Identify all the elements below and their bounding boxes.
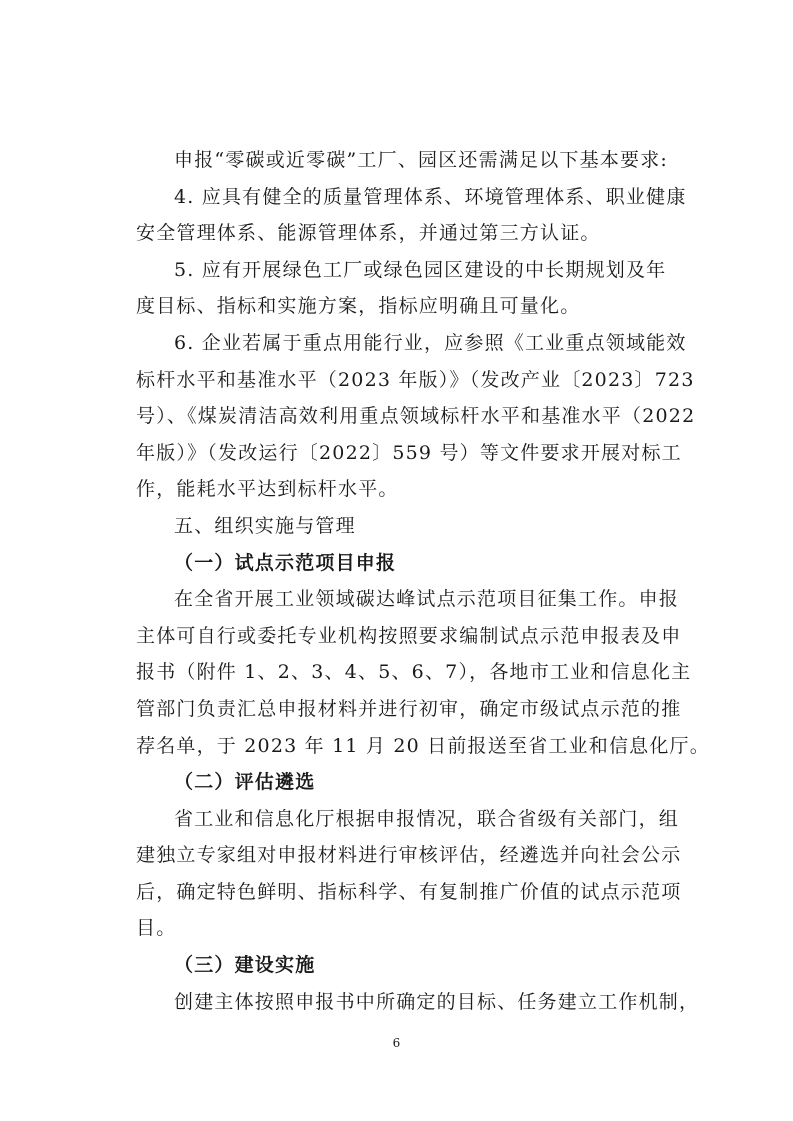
paragraph-line: 主体可自行或委托专业机构按照要求编制试点示范申报表及申 (136, 624, 682, 647)
paragraph-line: 管部门负责汇总申报材料并进行初审，确定市级试点示范的推 (136, 697, 682, 720)
paragraph-line: 省工业和信息化厅根据申报情况，联合省级有关部门，组 (174, 807, 680, 830)
paragraph-line: 6. 企业若属于重点用能行业，应参照《工业重点领域能效 (174, 331, 687, 354)
paragraph-line: 荐名单，于 2023 年 11 月 20 日前报送至省工业和信息化厅。 (136, 734, 710, 757)
paragraph-line: 号）、《煤炭清洁高效利用重点领域标杆水平和基准水平（2022 (136, 405, 696, 428)
paragraph-line: 目。 (136, 917, 177, 940)
paragraph-line: 申报“零碳或近零碳”工厂、园区还需满足以下基本要求: (174, 149, 669, 171)
paragraph-line: 建独立专家组对申报材料进行审核评估，经遴选并向社会公示 (136, 844, 682, 867)
paragraph-line: 度目标、指标和实施方案，指标应明确且可量化。 (136, 295, 581, 318)
paragraph-line: 作，能耗水平达到标杆水平。 (136, 478, 399, 501)
paragraph-line: 后，确定特色鲜明、指标科学、有复制推广价值的试点示范项 (136, 880, 682, 903)
paragraph-line: 报书（附件 1、2、3、4、5、6、7），各地市工业和信息化主 (136, 661, 692, 684)
document-body (136, 142, 710, 1020)
section-heading: 五、组织实施与管理 (174, 514, 356, 537)
subsection-heading: （一）试点示范项目申报 (174, 551, 397, 574)
paragraph-line: 标杆水平和基准水平（2023 年版）》（发改产业〔2023〕723 (136, 368, 695, 391)
paragraph-line: 4. 应具有健全的质量管理体系、环境管理体系、职业健康 (174, 185, 687, 208)
page-number: 6 (392, 1036, 401, 1050)
subsection-heading: （三）建设实施 (174, 954, 316, 977)
paragraph-line: 创建主体按照申报书中所确定的目标、任务建立工作机制， (174, 990, 700, 1013)
paragraph-line: 年版）》（发改运行〔2022〕559 号）等文件要求开展对标工 (136, 441, 682, 464)
subsection-heading: （二）评估遴选 (174, 771, 316, 794)
paragraph-line: 安全管理体系、能源管理体系，并通过第三方认证。 (136, 222, 601, 245)
paragraph-line: 在全省开展工业领域碳达峰试点示范项目征集工作。申报 (174, 588, 680, 611)
paragraph-line: 5. 应有开展绿色工厂或绿色园区建设的中长期规划及年 (174, 258, 667, 281)
